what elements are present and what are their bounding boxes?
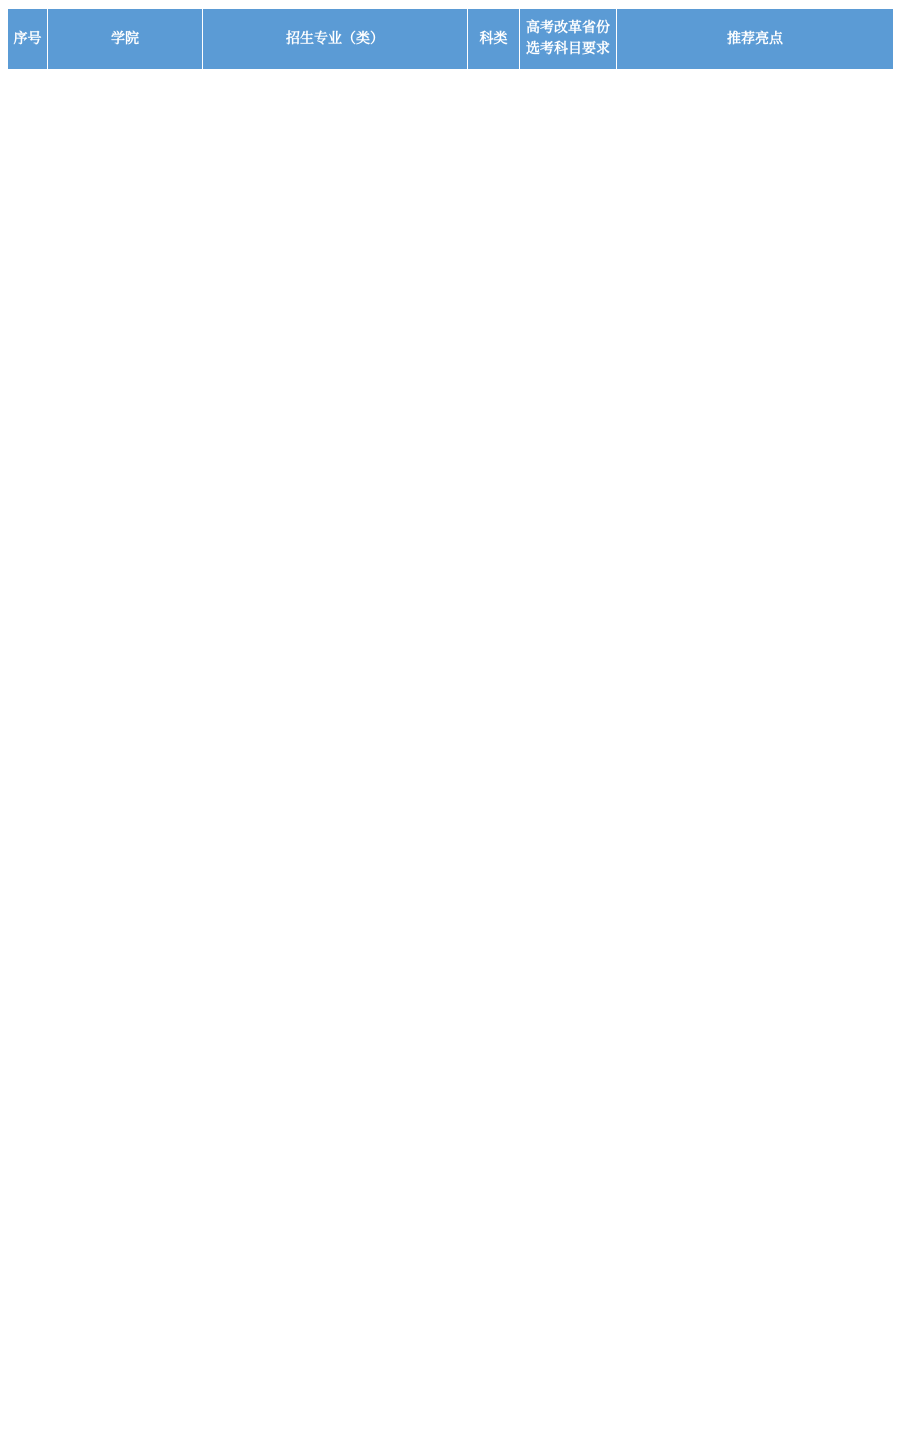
header-category: 科类 xyxy=(468,9,520,70)
header-subject-requirement-line1: 高考改革省份 xyxy=(526,20,610,36)
header-index: 序号 xyxy=(8,9,48,70)
header-highlights: 推荐亮点 xyxy=(617,9,894,70)
admissions-table-container xyxy=(7,8,893,70)
header-major: 招生专业（类） xyxy=(203,9,468,70)
admissions-table xyxy=(7,8,894,70)
header-row xyxy=(8,9,894,70)
header-college: 学院 xyxy=(48,9,203,70)
header-subject-requirement xyxy=(520,9,617,70)
header-subject-requirement-line2: 选考科目要求 xyxy=(526,41,610,57)
